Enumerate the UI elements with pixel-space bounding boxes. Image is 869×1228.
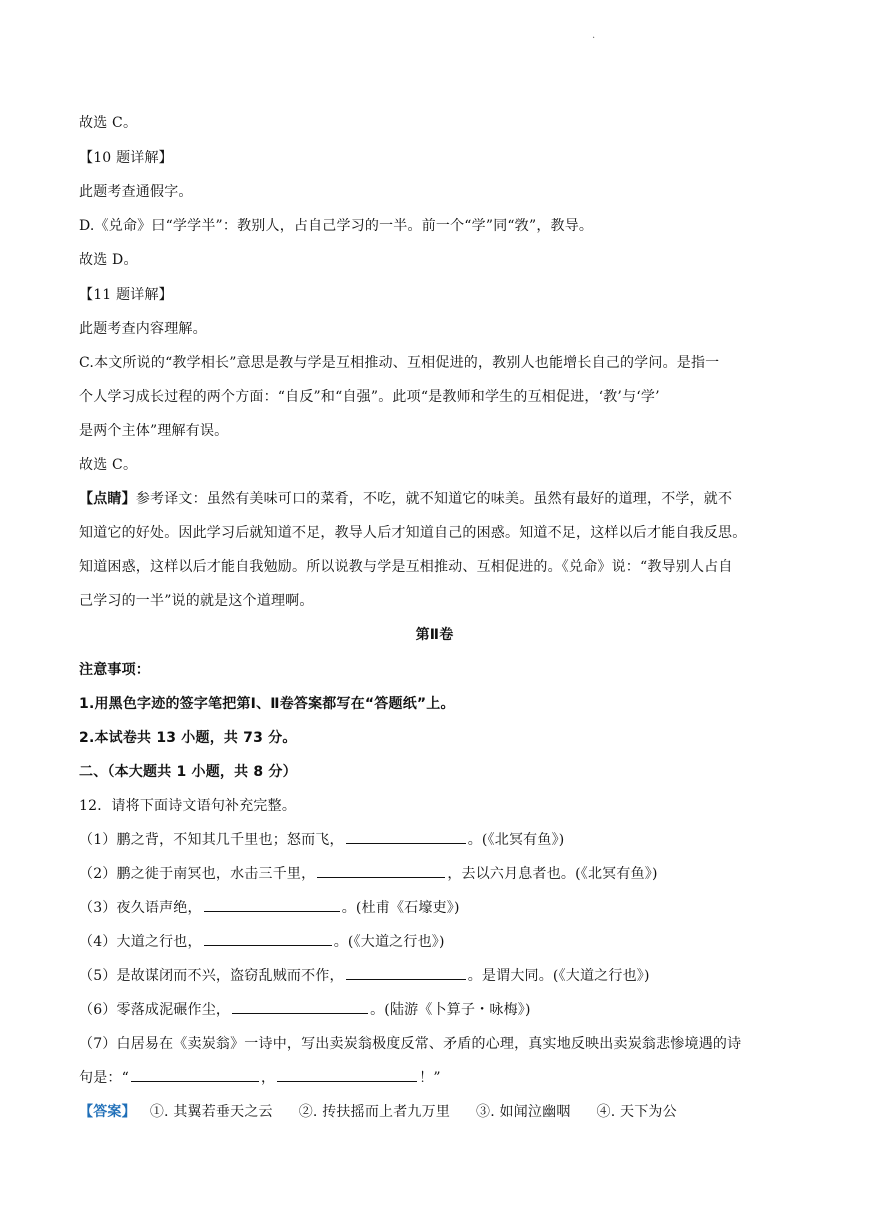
answer-blank	[232, 1001, 368, 1014]
text-line: 故选 D。	[79, 252, 138, 268]
answer-blank	[346, 967, 466, 980]
text-line: 己学习的一半”说的就是这个道理啊。	[79, 593, 314, 609]
item-text: ，去以六月息者也。(《北冥有鱼》)	[447, 866, 658, 882]
answer-item: ①. 其翼若垂天之云	[149, 1104, 273, 1120]
question-stem: 12．请将下面诗文语句补充完整。	[79, 798, 297, 814]
answer-blank	[131, 1069, 259, 1082]
question-item	[79, 1069, 441, 1087]
item-text: （2）鹏之徙于南冥也，水击三千里，	[79, 866, 316, 882]
section-title: 第Ⅱ卷	[415, 627, 454, 643]
text-line: 知道它的好处。因此学习后就知道不足，教导人后才知道自己的困惑。知道不足，这样以后才能自我反思。	[79, 525, 747, 541]
item-text: 句是：“	[79, 1070, 129, 1086]
item-text: （4）大道之行也，	[79, 934, 202, 950]
text-line: 故选 C。	[79, 115, 138, 131]
answer-line	[79, 1103, 677, 1121]
answer-blank	[204, 933, 332, 946]
item-text: （3）夜久语声绝，	[79, 900, 202, 916]
part-title: 二、（本大题共 1 小题，共 8 分）	[79, 764, 297, 780]
highlight-tag: 【点睛】	[79, 491, 136, 507]
item-text: ！”	[419, 1070, 441, 1086]
question-item	[79, 1001, 531, 1019]
answer-item: ③. 如闻泣幽咽	[476, 1104, 571, 1120]
text-line: 是两个主体”理解有误。	[79, 423, 229, 439]
text-line: 个人学习成长过程的两个方面：“自反”和“自强”。此项“是教师和学生的互相促进，‘教’与‘学’	[79, 389, 660, 405]
item-text: 。是谓大同。(《大道之行也》)	[467, 968, 650, 984]
item-text: ，	[260, 1070, 276, 1086]
answer-item: ④. 天下为公	[596, 1104, 677, 1120]
question-item	[79, 967, 650, 985]
question-item	[79, 865, 658, 883]
text-line: 此题考查通假字。	[79, 184, 193, 200]
item-text: （5）是故谋闭而不兴，盗窃乱贼而不作，	[79, 968, 344, 984]
header-mark: .	[592, 30, 596, 41]
text-line	[79, 490, 732, 508]
item-text: 。(《大道之行也》)	[333, 934, 445, 950]
text-line: 此题考查内容理解。	[79, 321, 207, 337]
item-text: 。(杜甫《石壕吏》)	[341, 900, 460, 916]
question-item	[79, 831, 564, 849]
section-heading: 【10 题详解】	[79, 150, 173, 166]
section-heading: 【11 题详解】	[79, 287, 173, 303]
text-line: 知道困惑，这样以后才能自我勉励。所以说教与学是互相推动、互相促进的。《兑命》说：“教导别人占自	[79, 559, 733, 575]
answer-blank	[204, 899, 340, 912]
notice-item: 2.本试卷共 13 小题，共 73 分。	[79, 730, 297, 746]
notice-item: 1.用黑色字迹的签字笔把第Ⅰ、Ⅱ卷答案都写在“答题纸”上。	[79, 696, 455, 712]
answer-blank	[277, 1069, 417, 1082]
notice-title: 注意事项：	[79, 662, 150, 678]
item-text: （6）零落成泥碾作尘，	[79, 1002, 231, 1018]
answer-blank	[317, 865, 445, 878]
answer-blank	[346, 831, 466, 844]
item-text: 。(《北冥有鱼》)	[467, 832, 565, 848]
text-line: 故选 C。	[79, 457, 138, 473]
question-item: （7）白居易在《卖炭翁》一诗中，写出卖炭翁极度反常、矛盾的心理，真实地反映出卖炭翁悲惨境遇的诗	[79, 1036, 742, 1052]
text-span: 参考译文：虽然有美味可口的菜肴，不吃，就不知道它的味美。虽然有最好的道理，不学，就不	[135, 491, 733, 507]
answer-item: ②. 抟扶摇而上者九万里	[298, 1104, 451, 1120]
question-item	[79, 899, 460, 917]
item-text: （1）鹏之背，不知其几千里也；怒而飞，	[79, 832, 344, 848]
text-line: C.本文所说的“教学相长”意思是教与学是互相推动、互相促进的，教别人也能增长自己的学问。是指一	[79, 355, 720, 371]
question-item	[79, 933, 445, 951]
answer-tag: 【答案】	[79, 1104, 136, 1120]
text-line: D.《兑命》曰“学学半”：教别人，占自己学习的一半。前一个“学”同“敩”，教导。	[79, 218, 594, 234]
item-text: 。(陆游《卜算子・咏梅》)	[370, 1002, 531, 1018]
